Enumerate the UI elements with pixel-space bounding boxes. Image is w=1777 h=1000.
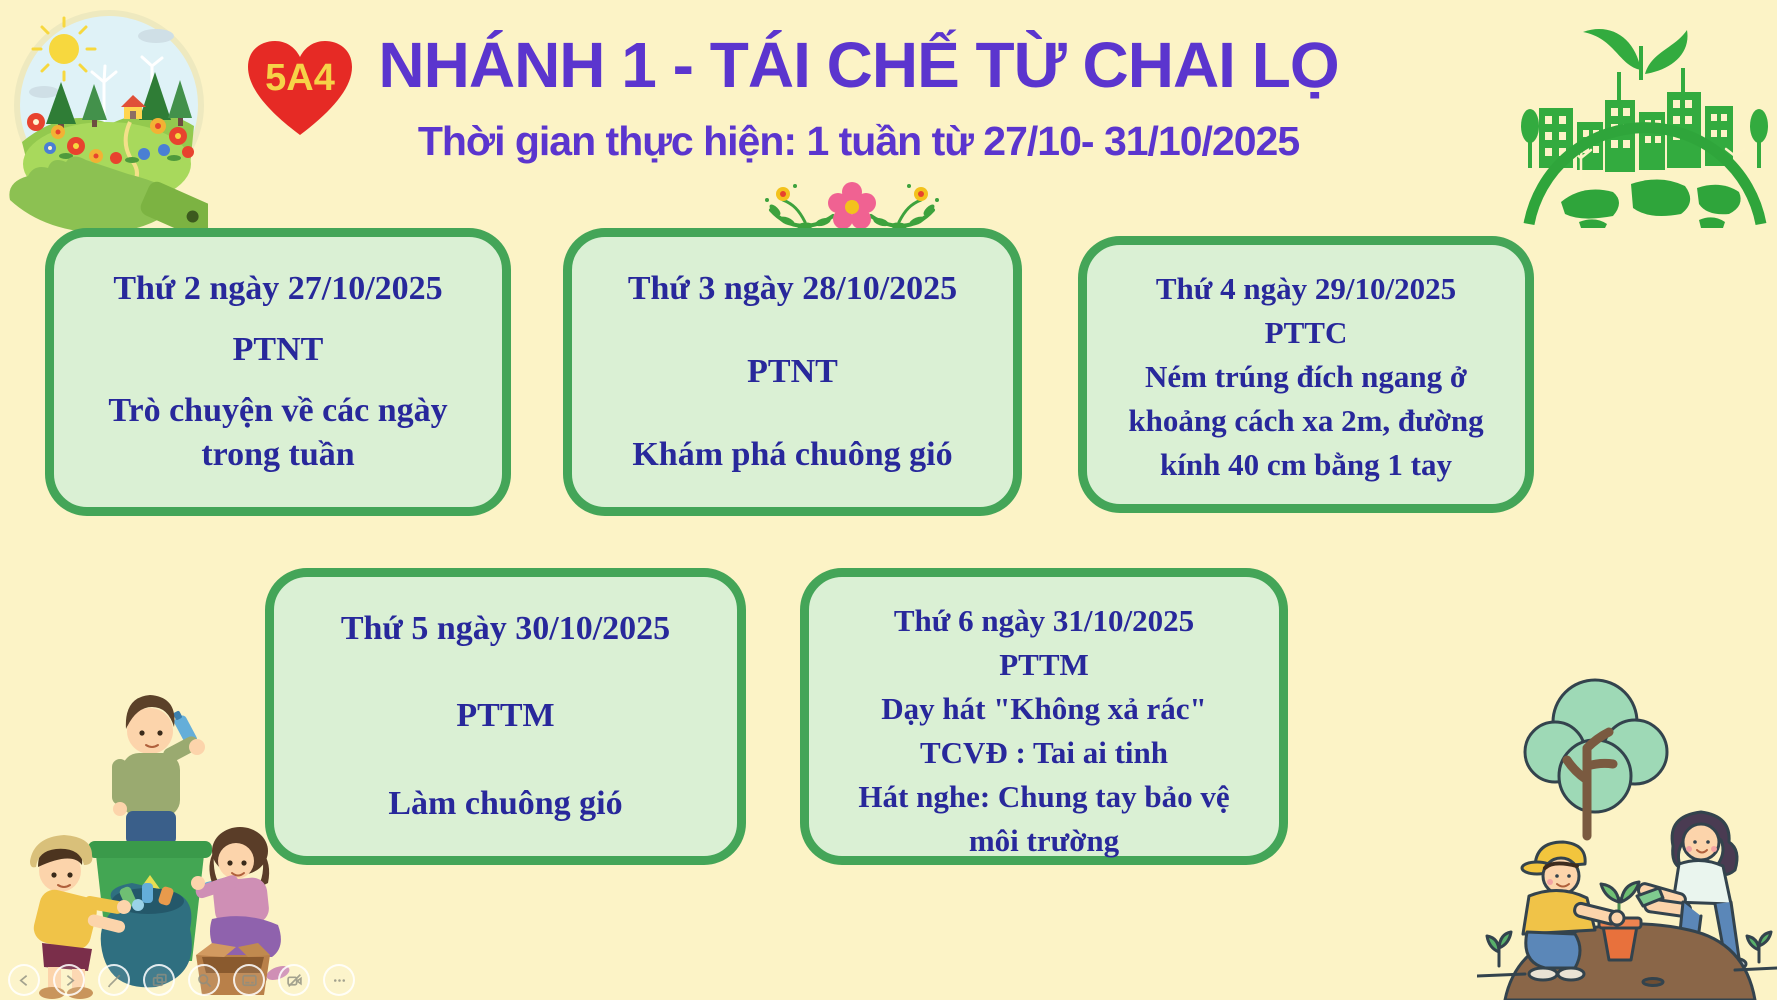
card-date: Thứ 6 ngày 31/10/2025 <box>893 603 1195 638</box>
green-eco-city-earth-illustration <box>1521 16 1769 228</box>
class-badge-label: 5A4 <box>265 57 335 99</box>
card-domain: PTTM <box>999 647 1089 683</box>
pen-icon <box>106 972 123 989</box>
next-slide-button[interactable] <box>53 964 85 996</box>
card-activity: Ném trúng đích ngang ở khoảng cách xa 2m, đường kính 40 cm bằng 1 tay <box>1128 359 1484 483</box>
slides-grid-icon <box>151 972 168 989</box>
see-all-slides-button[interactable] <box>143 964 175 996</box>
card-activity: TCVĐ : Tai ai tinh <box>919 735 1169 771</box>
flower-ornament <box>733 176 971 236</box>
card-date: Thứ 4 ngày 29/10/2025 <box>1155 271 1457 306</box>
schedule-card-tuesday <box>563 228 1022 516</box>
camera-off-button[interactable] <box>278 964 310 996</box>
more-options-button[interactable] <box>323 964 355 996</box>
magnifier-icon <box>196 972 213 989</box>
card-domain: PTTC <box>1264 315 1348 351</box>
pen-button[interactable] <box>98 964 130 996</box>
previous-slide-button[interactable] <box>8 964 40 996</box>
ellipsis-icon <box>331 972 348 989</box>
card-domain: PTNT <box>747 352 838 390</box>
children-recycling-illustration <box>0 655 292 1000</box>
card-activity: Làm chuông gió <box>388 784 623 822</box>
children-planting-tree-illustration <box>1477 630 1777 1000</box>
card-date: Thứ 2 ngày 27/10/2025 <box>113 270 443 307</box>
card-domain: PTNT <box>232 330 324 368</box>
card-activity: Dạy hát "Không xả rác" <box>881 691 1207 727</box>
card-activity: Hát nghe: Chung tay bảo vệ môi trường <box>858 779 1230 859</box>
slideshow-toolbar <box>0 960 400 996</box>
camera-off-icon <box>286 972 303 989</box>
card-activity: Trò chuyện về các ngày trong tuần <box>108 391 448 473</box>
schedule-card-friday <box>800 568 1288 865</box>
zoom-button[interactable] <box>188 964 220 996</box>
page-title: NHÁNH 1 - TÁI CHẾ TỪ CHAI LỌ <box>378 29 1339 101</box>
card-date: Thứ 5 ngày 30/10/2025 <box>340 610 671 647</box>
arrow-left-icon <box>16 972 33 989</box>
card-activity: Khám phá chuông gió <box>632 435 953 473</box>
captions-button[interactable] <box>233 964 265 996</box>
card-date: Thứ 3 ngày 28/10/2025 <box>627 270 958 307</box>
card-domain: PTTM <box>456 697 555 735</box>
hand-holding-nature-globe-illustration <box>6 4 208 240</box>
arrow-right-icon <box>61 972 78 989</box>
schedule-card-wednesday <box>1078 236 1534 513</box>
schedule-card-thursday <box>265 568 746 865</box>
captions-icon <box>241 972 258 989</box>
schedule-card-monday <box>45 228 511 516</box>
page-subtitle: Thời gian thực hiện: 1 tuần từ 27/10- 31/10/2025 <box>417 118 1300 164</box>
